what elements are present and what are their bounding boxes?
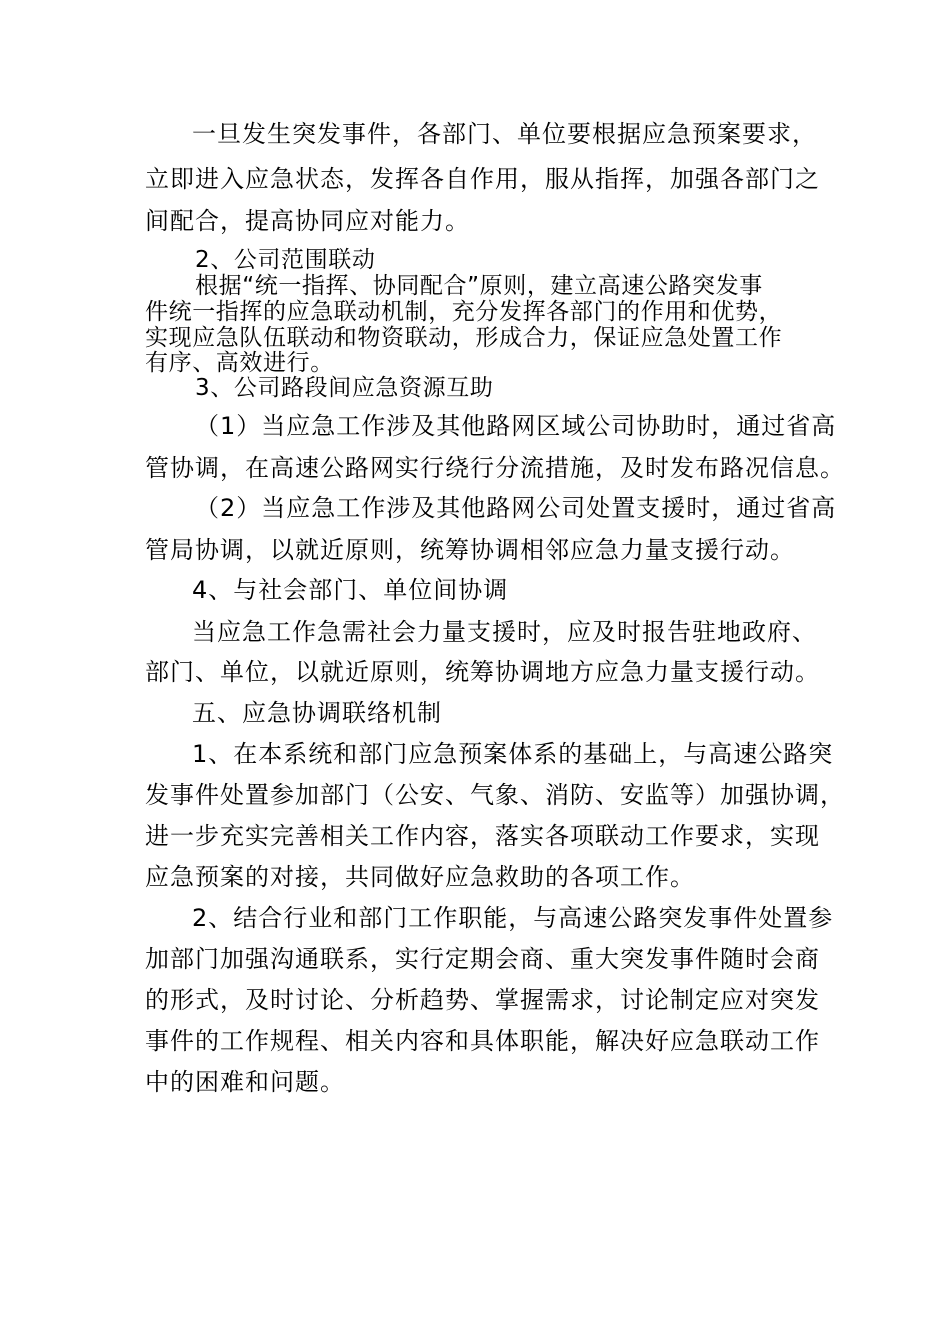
text-line: 实现应急队伍联动和物资联动，形成合力，保证应急处置工作: [145, 325, 783, 351]
text-line: 进一步充实完善相关工作内容，落实各项联动工作要求，实现: [145, 822, 820, 850]
text-line: 有序、高效进行。: [145, 350, 334, 376]
text-line: 1、在本系统和部门应急预案体系的基础上，与高速公路突: [192, 740, 834, 768]
text-line: （2）当应急工作涉及其他路网公司处置支援时，通过省高: [195, 494, 837, 522]
section-heading: 2、公司范围联动: [195, 247, 376, 273]
text-line: 管局协调，以就近原则，统筹协调相邻应急力量支援行动。: [145, 536, 795, 564]
text-line: 事件的工作规程、相关内容和具体职能，解决好应急联动工作: [145, 1027, 820, 1055]
section-heading: 3、公司路段间应急资源互助: [195, 375, 494, 401]
text-line: 管协调，在高速公路网实行绕行分流措施，及时发布路况信息。: [145, 454, 845, 482]
text-line: 当应急工作急需社会力量支援时，应及时报告驻地政府、: [192, 618, 817, 646]
text-line: 发事件处置参加部门（公安、气象、消防、安监等）加强协调，: [145, 781, 845, 809]
text-line: 根据“统一指挥、协同配合”原则，建立高速公路突发事: [195, 273, 763, 299]
text-line: 间配合，提高协同应对能力。: [145, 207, 470, 235]
text-line: 部门、单位，以就近原则，统筹协调地方应急力量支援行动。: [145, 658, 820, 686]
text-line: 件统一指挥的应急联动机制，充分发挥各部门的作用和优势，: [145, 299, 783, 325]
text-line: 2、结合行业和部门工作职能，与高速公路突发事件处置参: [192, 904, 834, 932]
text-line: 加部门加强沟通联系，实行定期会商、重大突发事件随时会商: [145, 945, 820, 973]
text-line: （1）当应急工作涉及其他路网区域公司协助时，通过省高: [195, 412, 837, 440]
text-line: 中的困难和问题。: [145, 1068, 345, 1096]
text-line: 立即进入应急状态，发挥各自作用，服从指挥，加强各部门之: [145, 165, 820, 193]
text-line: 的形式，及时讨论、分析趋势、掌握需求，讨论制定应对突发: [145, 986, 820, 1014]
section-heading: 4、与社会部门、单位间协调: [192, 576, 509, 604]
section-heading: 五、应急协调联络机制: [192, 699, 442, 727]
text-line: 应急预案的对接，共同做好应急救助的各项工作。: [145, 863, 695, 891]
text-line: 一旦发生突发事件，各部门、单位要根据应急预案要求，: [192, 120, 817, 148]
